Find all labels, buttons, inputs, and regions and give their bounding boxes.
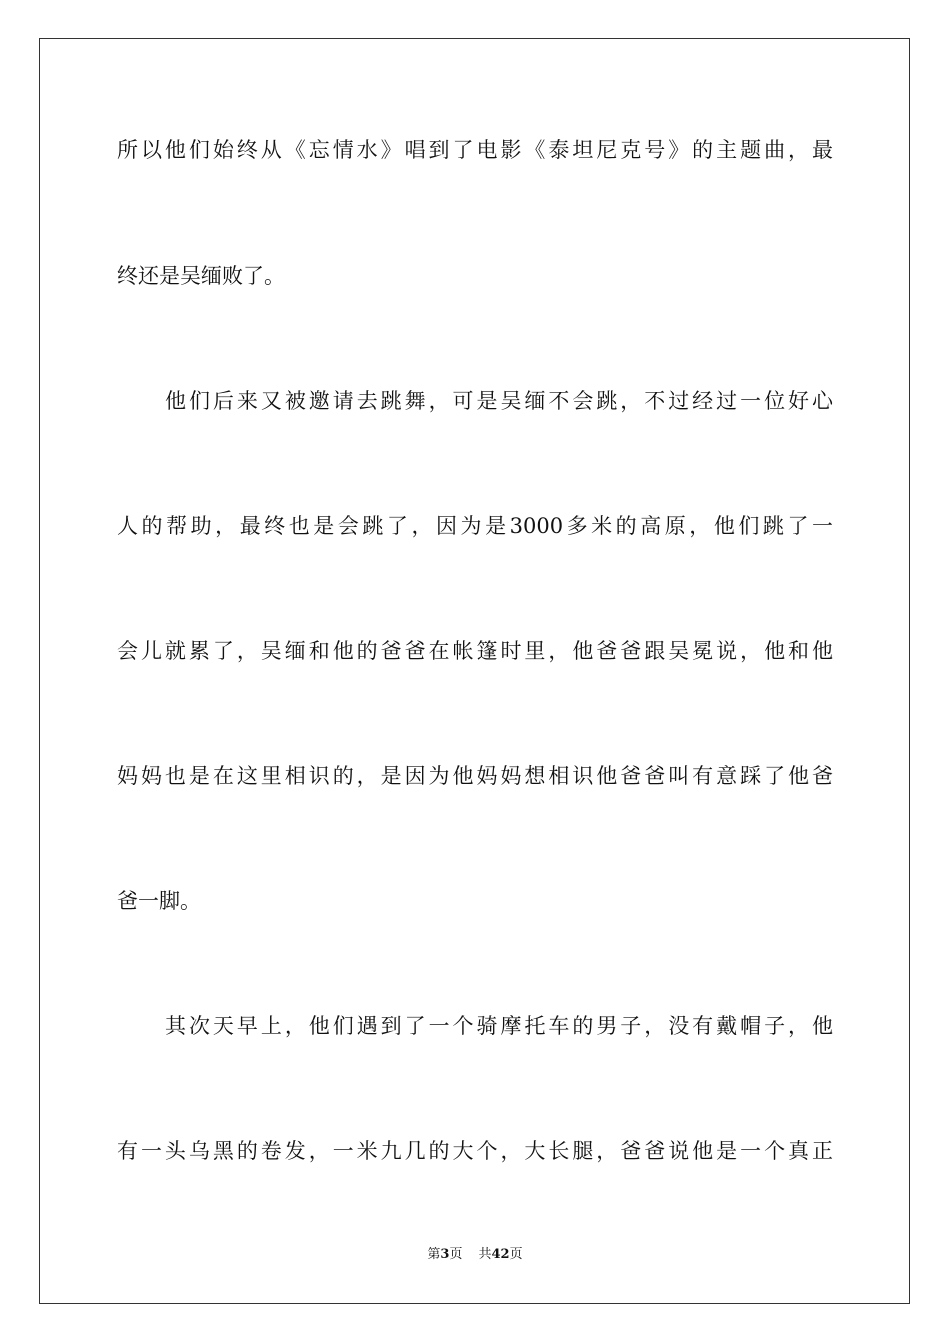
body-text-line-2: 终还是吴缅败了。: [117, 264, 285, 288]
body-text-line-5: 会儿就累了，吴缅和他的爸爸在帐篷时里，他爸爸跟吴冕说，他和他: [117, 639, 833, 663]
page-number-suffix: 页: [449, 1247, 463, 1262]
body-text-line-1: 所以他们始终从《忘情水》唱到了电影《泰坦尼克号》的主题曲，最: [117, 138, 833, 162]
body-text-line-4: 人的帮助，最终也是会跳了，因为是3000多米的高原，他们跳了一: [117, 514, 833, 538]
body-text-line-9: 有一头乌黑的卷发，一米九几的大个，大长腿，爸爸说他是一个真正: [117, 1139, 833, 1163]
body-text-line-7: 爸一脚。: [117, 889, 201, 913]
page-border: [39, 38, 910, 1304]
body-text-line-8: 其次天早上，他们遇到了一个骑摩托车的男子，没有戴帽子，他: [165, 1014, 833, 1038]
body-text-line-3: 他们后来又被邀请去跳舞，可是吴缅不会跳，不过经过一位好心: [165, 389, 833, 413]
page-total-prefix: 共: [478, 1247, 492, 1262]
page-number-total: 42: [491, 1247, 510, 1262]
body-text-line-6: 妈妈也是在这里相识的，是因为他妈妈想相识他爸爸叫有意踩了他爸: [117, 764, 833, 788]
page-footer: [0, 1246, 950, 1264]
page-total-suffix: 页: [509, 1247, 523, 1262]
page-number-current: 3: [440, 1247, 450, 1262]
page-number-prefix: 第: [427, 1247, 441, 1262]
